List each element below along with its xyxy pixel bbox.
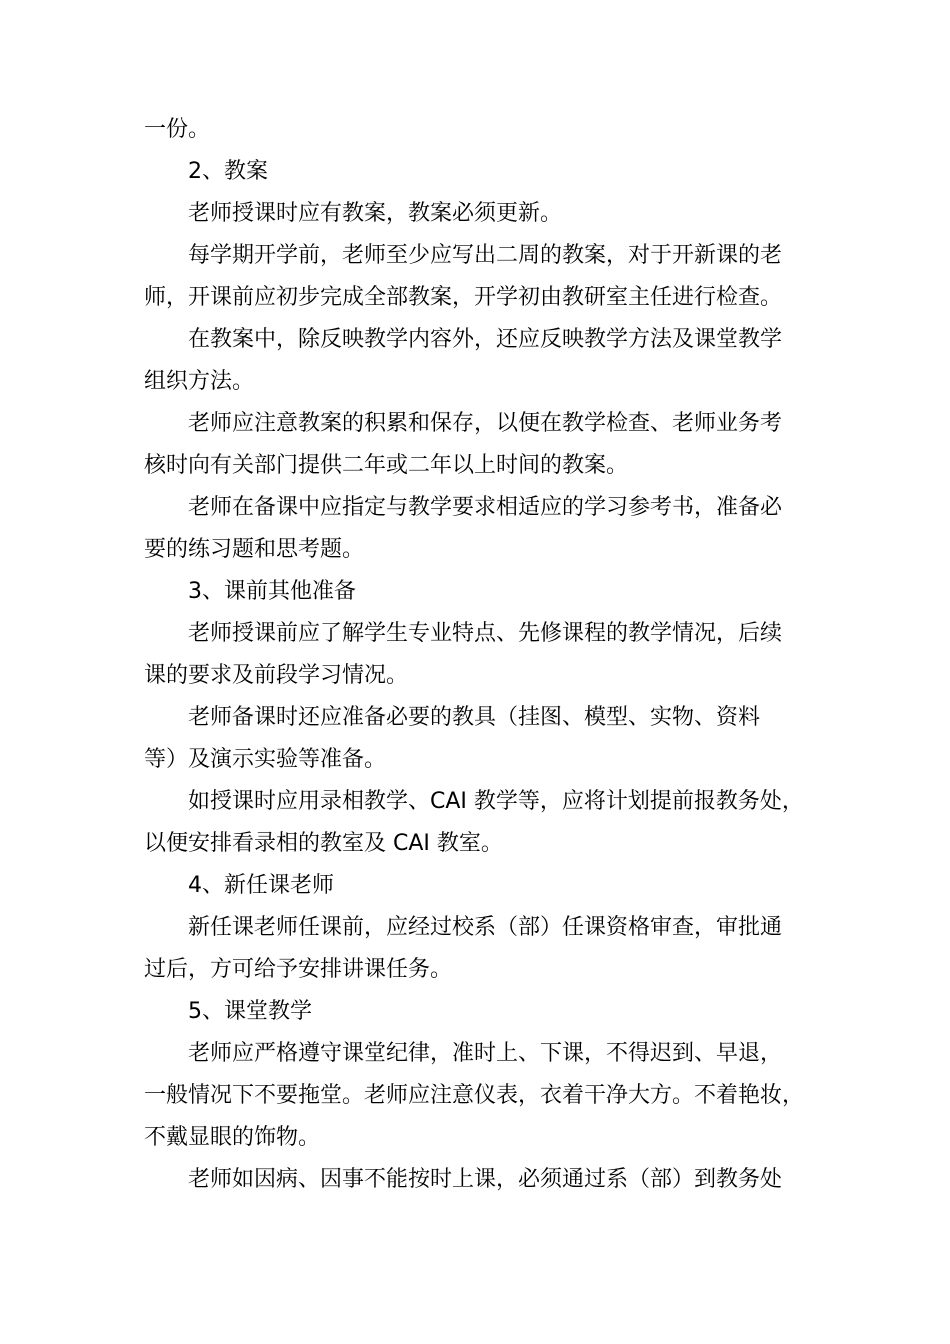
section-heading: 4、新任课老师 [188,873,334,898]
text-line: 不戴显眼的饰物。 [144,1125,321,1150]
text-line: 在教案中，除反映教学内容外，还应反映教学方法及课堂教学 [188,327,783,352]
text-line: 等）及演示实验等准备。 [144,747,387,772]
section-heading: 3、课前其他准备 [188,579,356,604]
text-line: 老师在备课中应指定与教学要求相适应的学习参考书，准备必 [188,495,783,520]
section-heading: 5、课堂教学 [188,999,312,1024]
text-line: 师，开课前应初步完成全部教案，开学初由教研室主任进行检查。 [144,285,783,310]
text-line: 老师备课时还应准备必要的教具（挂图、模型、实物、资料 [188,705,761,730]
text-line: 过后，方可给予安排讲课任务。 [144,957,453,982]
text-line: 老师授课时应有教案，教案必须更新。 [188,201,563,226]
text-line: 一份。 [144,117,211,142]
text-line: 如授课时应用录相教学、CAI 教学等，应将计划提前报教务处， [188,789,804,814]
section-heading: 2、教案 [188,159,268,184]
text-line: 要的练习题和思考题。 [144,537,365,562]
text-line: 课的要求及前段学习情况。 [144,663,409,688]
text-line: 以便安排看录相的教室及 CAI 教室。 [144,831,503,856]
text-line: 每学期开学前，老师至少应写出二周的教案，对于开新课的老 [188,243,783,268]
text-line: 老师如因病、因事不能按时上课，必须通过系（部）到教务处 [188,1167,783,1192]
text-line: 一般情况下不要拖堂。老师应注意仪表，衣着干净大方。不着艳妆， [144,1083,805,1108]
text-line: 老师应严格遵守课堂纪律，准时上、下课，不得迟到、早退， [188,1041,783,1066]
text-line: 组织方法。 [144,369,255,394]
text-line: 老师授课前应了解学生专业特点、先修课程的教学情况，后续 [188,621,783,646]
text-line: 核时向有关部门提供二年或二年以上时间的教案。 [144,453,629,478]
text-line: 老师应注意教案的积累和保存，以便在教学检查、老师业务考 [188,411,783,436]
text-line: 新任课老师任课前，应经过校系（部）任课资格审查，审批通 [188,915,783,940]
